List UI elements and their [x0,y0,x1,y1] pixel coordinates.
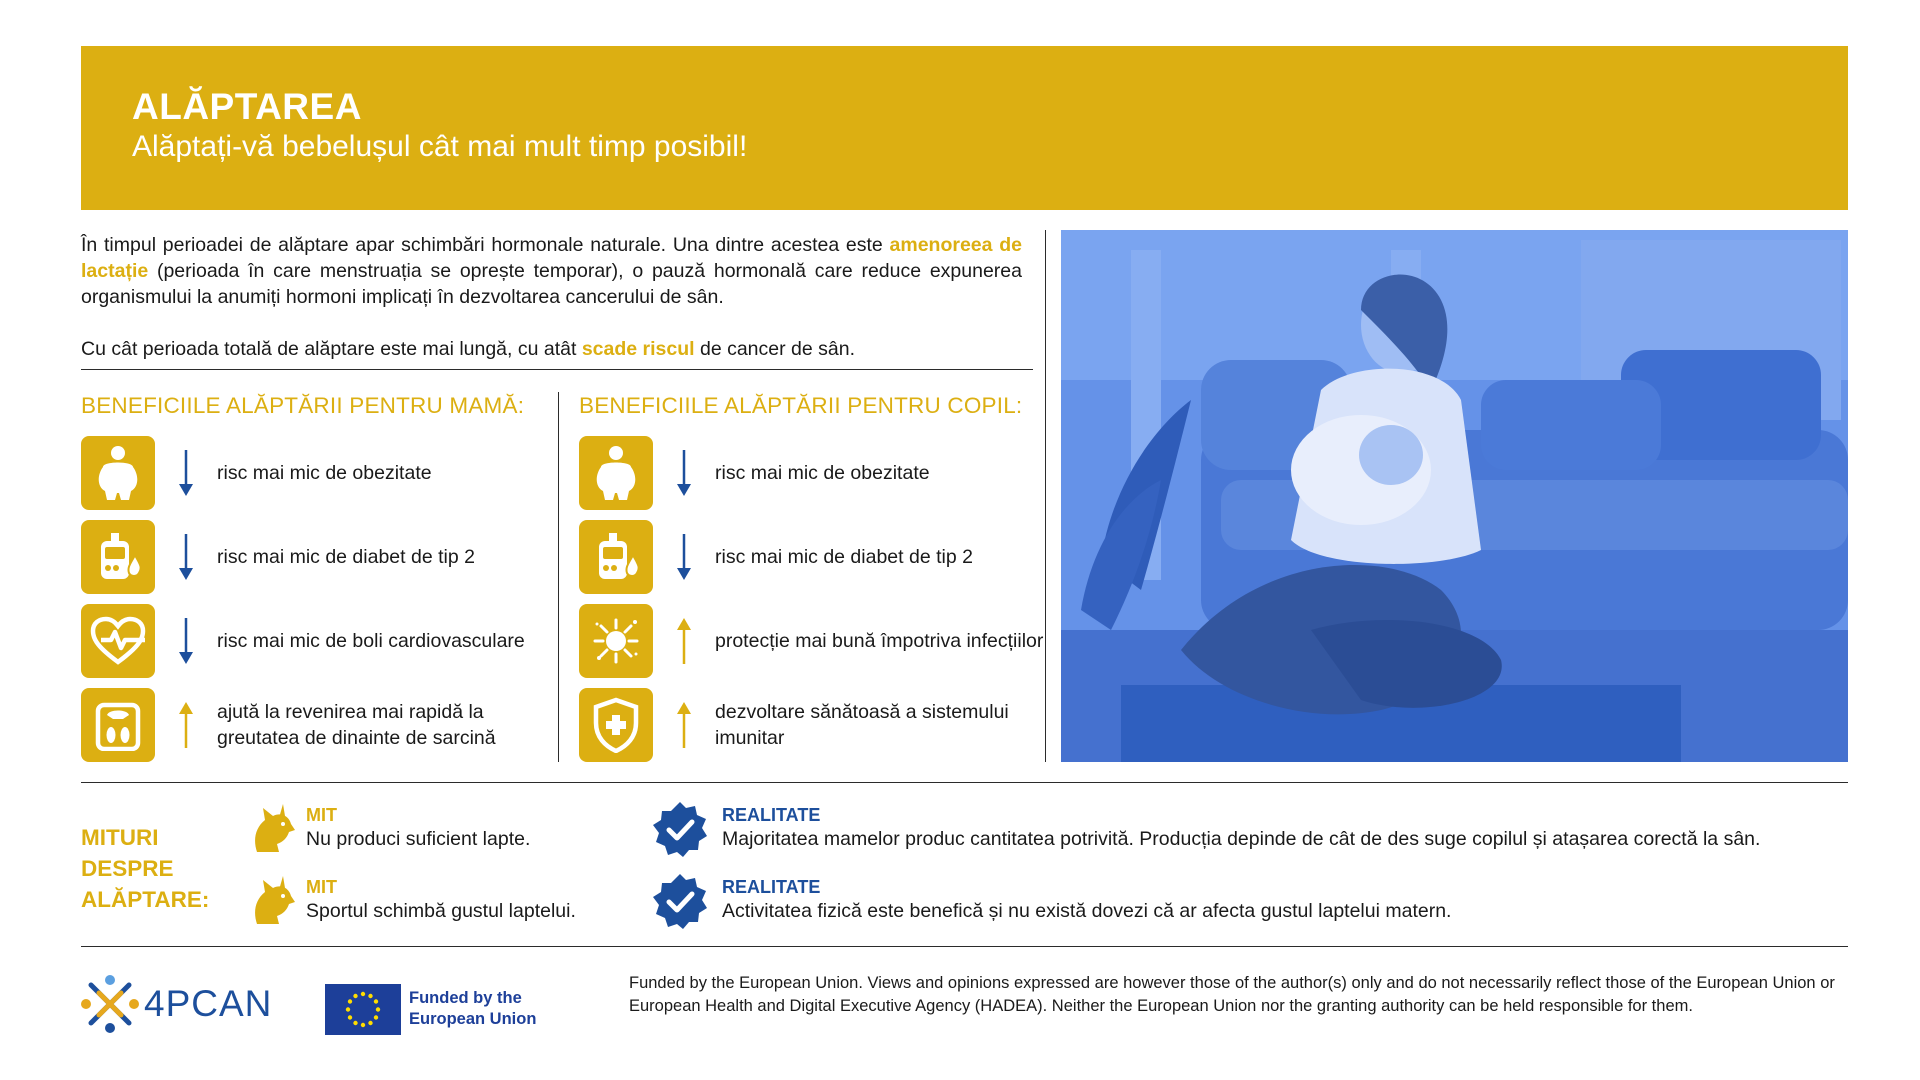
mother-benefit-text: risc mai mic de boli cardiovasculare [217,630,525,652]
myth-2-label: MIT [306,877,337,897]
glucometer-icon [579,520,653,594]
child-benefits-title: BENEFICIILE ALĂPTĂRII PENTRU COPIL: [579,393,1023,418]
divider-myths-top [81,782,1848,783]
fact-1-label: REALITATE [722,805,821,825]
obesity-icon [579,436,653,510]
divider-footer [81,946,1848,947]
myths-title: MITURI DESPRE ALĂPTARE: [81,825,210,912]
breastfeeding-photo [1061,230,1848,762]
arrow-down-icon [177,616,195,666]
myth-2-text: Sportul schimbă gustul laptelui. [306,900,576,922]
mother-benefit-2 [81,520,551,594]
eu-disclaimer: Funded by the European Union. Views and opinions expressed are however those of the author(s) only and do not necessarily reflect those of the European Union or European Health and Digital Executive Agency (HADEA). Neither the European Union nor the granting authority can be held responsible for them. [629,974,1835,1015]
scale-icon [81,688,155,762]
child-benefit-3 [579,604,1049,678]
unicorn-icon [243,872,299,928]
obesity-icon [81,436,155,510]
child-benefit-text: risc mai mic de obezitate [715,462,930,484]
mother-nursing-illustration [1061,230,1848,762]
myth-1-label: MIT [306,805,337,825]
child-benefit-1 [579,436,1049,510]
mother-benefit-text: ajută la revenirea mai rapidă la greutatea de dinainte de sarcină [217,701,496,749]
4pcan-logo-mark [81,975,139,1033]
virus-icon [579,604,653,678]
intro-paragraph-2: Cu cât perioada totală de alăptare este mai lungă, cu atât scade riscul de cancer de sân. [81,338,855,360]
unicorn-icon [243,800,299,856]
arrow-up-icon [177,700,195,750]
eu-funding-label: Funded by the European Union [409,989,537,1028]
intro-paragraph-1: În timpul perioadei de alăptare apar schimbări hormonale naturale. Una dintre acestea este amenoreea de lactație (perioada în care menstruația se oprește temporar), o pauză hormonală care reduce expunerea organismului la anumiți hormoni implicați în dezvoltarea cancerului de sân. [81,234,1022,308]
4pcan-logo-text: 4PCAN [144,983,273,1024]
shield-cross-icon [579,688,653,762]
page-title: ALĂPTAREA [132,86,362,127]
glucometer-icon [81,520,155,594]
arrow-down-icon [177,532,195,582]
child-benefit-text: dezvoltare sănătoasă a sistemului imunitar [715,701,1009,749]
divider-intro [81,369,1033,370]
fact-2-text: Activitatea fizică este benefică și nu există dovezi că ar afecta gustul laptelui matern. [722,900,1452,922]
eu-flag-icon [325,984,401,1035]
arrow-down-icon [675,448,693,498]
mother-benefit-4 [81,688,551,762]
arrow-up-icon [675,700,693,750]
fact-2-label: REALITATE [722,877,821,897]
highlight-risk: scade riscul [581,338,695,360]
mother-benefits-title: BENEFICIILE ALĂPTĂRII PENTRU MAMĂ: [81,393,525,418]
mother-benefit-text: risc mai mic de diabet de tip 2 [217,546,475,568]
divider-columns [558,392,559,762]
4pcan-logo [81,975,281,1035]
arrow-down-icon [177,448,195,498]
child-benefit-4 [579,688,1049,762]
verified-badge-icon [650,872,710,932]
arrow-down-icon [675,532,693,582]
highlight-amenorrhea: amenoreea de lactație [81,234,1022,282]
fact-1-text: Majoritatea mamelor produc cantitatea potrivită. Producția depinde de cât de des suge copilul și atașarea corectă la sân. [722,828,1761,850]
child-benefit-text: risc mai mic de diabet de tip 2 [715,546,973,568]
heart-pulse-icon [81,604,155,678]
mother-benefit-1 [81,436,551,510]
mother-benefit-3 [81,604,551,678]
child-benefit-2 [579,520,1049,594]
child-benefit-text: protecție mai bună împotriva infecțiilor [715,630,1044,652]
page-subtitle: Alăptați-vă bebelușul cât mai mult timp posibil! [132,130,748,163]
header-banner [81,46,1848,210]
verified-badge-icon [650,800,710,860]
arrow-up-icon [675,616,693,666]
intro-text [81,232,1022,362]
myth-1-text: Nu produci suficient lapte. [306,828,531,850]
mother-benefit-text: risc mai mic de obezitate [217,462,432,484]
